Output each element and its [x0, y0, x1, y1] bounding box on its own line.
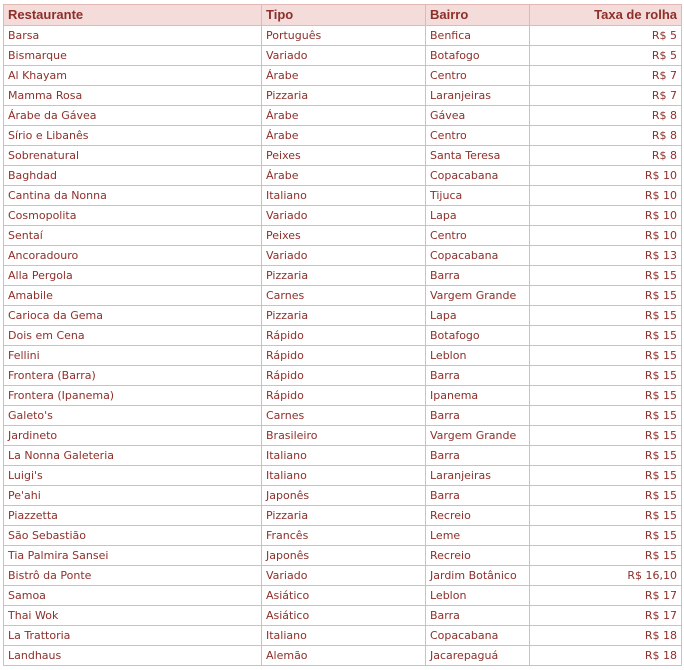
- table-row: [4, 526, 682, 546]
- cell-bairro[interactable]: Centro: [426, 66, 530, 86]
- cell-restaurante[interactable]: Piazzetta: [4, 506, 262, 526]
- cell-taxa-de-rolha[interactable]: R$ 15: [530, 486, 682, 506]
- table-row: [4, 286, 682, 306]
- cell-taxa-de-rolha[interactable]: R$ 8: [530, 126, 682, 146]
- cell-restaurante[interactable]: Sentaí: [4, 226, 262, 246]
- table-row: [4, 166, 682, 186]
- cell-restaurante[interactable]: Ancoradouro: [4, 246, 262, 266]
- cell-bairro[interactable]: Benfica: [426, 26, 530, 46]
- restaurant-table-container: [3, 4, 681, 666]
- cell-bairro[interactable]: Leblon: [426, 346, 530, 366]
- table-row: [4, 486, 682, 506]
- cell-taxa-de-rolha[interactable]: R$ 8: [530, 146, 682, 166]
- table-row: [4, 266, 682, 286]
- cell-restaurante[interactable]: Cosmopolita: [4, 206, 262, 226]
- cell-restaurante[interactable]: Thai Wok: [4, 606, 262, 626]
- cell-taxa-de-rolha[interactable]: R$ 7: [530, 86, 682, 106]
- cell-taxa-de-rolha[interactable]: R$ 18: [530, 626, 682, 646]
- table-row: [4, 386, 682, 406]
- cell-tipo[interactable]: Árabe: [262, 126, 426, 146]
- cell-taxa-de-rolha[interactable]: R$ 10: [530, 206, 682, 226]
- cell-bairro[interactable]: Barra: [426, 606, 530, 626]
- table-row: [4, 326, 682, 346]
- table-row: [4, 626, 682, 646]
- cell-tipo[interactable]: Asiático: [262, 606, 426, 626]
- header-bairro[interactable]: Bairro: [426, 5, 530, 26]
- cell-bairro[interactable]: Barra: [426, 366, 530, 386]
- cell-tipo[interactable]: Peixes: [262, 226, 426, 246]
- cell-bairro[interactable]: Lapa: [426, 306, 530, 326]
- table-row: [4, 86, 682, 106]
- cell-bairro[interactable]: Vargem Grande: [426, 426, 530, 446]
- cell-restaurante[interactable]: Frontera (Ipanema): [4, 386, 262, 406]
- table-row: [4, 186, 682, 206]
- header-row: [4, 5, 682, 26]
- cell-bairro[interactable]: Centro: [426, 226, 530, 246]
- cell-tipo[interactable]: Variado: [262, 206, 426, 226]
- cell-restaurante[interactable]: Bistrô da Ponte: [4, 566, 262, 586]
- cell-tipo[interactable]: Árabe: [262, 106, 426, 126]
- cell-taxa-de-rolha[interactable]: R$ 10: [530, 226, 682, 246]
- cell-tipo[interactable]: Rápido: [262, 366, 426, 386]
- cell-restaurante[interactable]: Landhaus: [4, 646, 262, 666]
- cell-taxa-de-rolha[interactable]: R$ 15: [530, 526, 682, 546]
- cell-taxa-de-rolha[interactable]: R$ 15: [530, 426, 682, 446]
- cell-tipo[interactable]: Pizzaria: [262, 86, 426, 106]
- cell-taxa-de-rolha[interactable]: R$ 18: [530, 646, 682, 666]
- cell-tipo[interactable]: Alemão: [262, 646, 426, 666]
- cell-tipo[interactable]: Variado: [262, 46, 426, 66]
- cell-bairro[interactable]: Botafogo: [426, 46, 530, 66]
- cell-bairro[interactable]: Recreio: [426, 506, 530, 526]
- cell-bairro[interactable]: Ipanema: [426, 386, 530, 406]
- table-row: [4, 226, 682, 246]
- table-row: [4, 646, 682, 666]
- cell-taxa-de-rolha[interactable]: R$ 15: [530, 306, 682, 326]
- cell-restaurante[interactable]: Luigi's: [4, 466, 262, 486]
- table-row: [4, 346, 682, 366]
- table-row: [4, 366, 682, 386]
- table-header: [4, 5, 682, 26]
- restaurant-table: [3, 4, 682, 666]
- table-row: [4, 146, 682, 166]
- cell-restaurante[interactable]: Bismarque: [4, 46, 262, 66]
- cell-tipo[interactable]: Rápido: [262, 386, 426, 406]
- cell-taxa-de-rolha[interactable]: R$ 15: [530, 366, 682, 386]
- cell-bairro[interactable]: Leme: [426, 526, 530, 546]
- cell-taxa-de-rolha[interactable]: R$ 10: [530, 186, 682, 206]
- cell-taxa-de-rolha[interactable]: R$ 15: [530, 466, 682, 486]
- cell-tipo[interactable]: Italiano: [262, 466, 426, 486]
- cell-bairro[interactable]: Vargem Grande: [426, 286, 530, 306]
- cell-taxa-de-rolha[interactable]: R$ 15: [530, 406, 682, 426]
- cell-tipo[interactable]: Peixes: [262, 146, 426, 166]
- cell-bairro[interactable]: Barra: [426, 446, 530, 466]
- cell-bairro[interactable]: Leblon: [426, 586, 530, 606]
- cell-taxa-de-rolha[interactable]: R$ 15: [530, 446, 682, 466]
- cell-restaurante[interactable]: Alla Pergola: [4, 266, 262, 286]
- table-row: [4, 446, 682, 466]
- cell-bairro[interactable]: Jacarepaguá: [426, 646, 530, 666]
- cell-taxa-de-rolha[interactable]: R$ 15: [530, 506, 682, 526]
- cell-bairro[interactable]: Recreio: [426, 546, 530, 566]
- cell-tipo[interactable]: Árabe: [262, 66, 426, 86]
- cell-restaurante[interactable]: Al Khayam: [4, 66, 262, 86]
- table-row: [4, 566, 682, 586]
- cell-restaurante[interactable]: Sírio e Libanês: [4, 126, 262, 146]
- cell-bairro[interactable]: Centro: [426, 126, 530, 146]
- cell-tipo[interactable]: Árabe: [262, 166, 426, 186]
- table-row: [4, 426, 682, 446]
- cell-bairro[interactable]: Barra: [426, 266, 530, 286]
- table-row: [4, 26, 682, 46]
- cell-taxa-de-rolha[interactable]: R$ 15: [530, 386, 682, 406]
- cell-restaurante[interactable]: Carioca da Gema: [4, 306, 262, 326]
- cell-tipo[interactable]: Japonês: [262, 486, 426, 506]
- cell-bairro[interactable]: Copacabana: [426, 626, 530, 646]
- cell-restaurante[interactable]: Mamma Rosa: [4, 86, 262, 106]
- cell-taxa-de-rolha[interactable]: R$ 17: [530, 586, 682, 606]
- cell-restaurante[interactable]: Baghdad: [4, 166, 262, 186]
- cell-taxa-de-rolha[interactable]: R$ 5: [530, 26, 682, 46]
- cell-tipo[interactable]: Italiano: [262, 626, 426, 646]
- cell-restaurante[interactable]: Amabile: [4, 286, 262, 306]
- cell-restaurante[interactable]: Pe'ahi: [4, 486, 262, 506]
- cell-taxa-de-rolha[interactable]: R$ 15: [530, 546, 682, 566]
- cell-taxa-de-rolha[interactable]: R$ 15: [530, 266, 682, 286]
- cell-tipo[interactable]: Carnes: [262, 286, 426, 306]
- cell-bairro[interactable]: Laranjeiras: [426, 466, 530, 486]
- table-row: [4, 466, 682, 486]
- cell-bairro[interactable]: Tijuca: [426, 186, 530, 206]
- cell-bairro[interactable]: Barra: [426, 486, 530, 506]
- cell-tipo[interactable]: Asiático: [262, 586, 426, 606]
- cell-restaurante[interactable]: Cantina da Nonna: [4, 186, 262, 206]
- cell-bairro[interactable]: Botafogo: [426, 326, 530, 346]
- cell-restaurante[interactable]: Tia Palmira Sansei: [4, 546, 262, 566]
- cell-taxa-de-rolha[interactable]: R$ 7: [530, 66, 682, 86]
- cell-restaurante[interactable]: Frontera (Barra): [4, 366, 262, 386]
- table-row: [4, 46, 682, 66]
- cell-taxa-de-rolha[interactable]: R$ 13: [530, 246, 682, 266]
- cell-taxa-de-rolha[interactable]: R$ 16,10: [530, 566, 682, 586]
- cell-tipo[interactable]: Rápido: [262, 326, 426, 346]
- cell-bairro[interactable]: Copacabana: [426, 246, 530, 266]
- cell-bairro[interactable]: Barra: [426, 406, 530, 426]
- cell-restaurante[interactable]: Árabe da Gávea: [4, 106, 262, 126]
- cell-taxa-de-rolha[interactable]: R$ 8: [530, 106, 682, 126]
- cell-taxa-de-rolha[interactable]: R$ 10: [530, 166, 682, 186]
- table-row: [4, 206, 682, 226]
- table-row: [4, 306, 682, 326]
- table-row: [4, 586, 682, 606]
- cell-bairro[interactable]: Jardim Botânico: [426, 566, 530, 586]
- cell-taxa-de-rolha[interactable]: R$ 15: [530, 326, 682, 346]
- cell-restaurante[interactable]: La Nonna Galeteria: [4, 446, 262, 466]
- cell-restaurante[interactable]: São Sebastião: [4, 526, 262, 546]
- cell-taxa-de-rolha[interactable]: R$ 15: [530, 346, 682, 366]
- cell-restaurante[interactable]: Barsa: [4, 26, 262, 46]
- cell-restaurante[interactable]: Samoa: [4, 586, 262, 606]
- cell-restaurante[interactable]: Galeto's: [4, 406, 262, 426]
- cell-taxa-de-rolha[interactable]: R$ 17: [530, 606, 682, 626]
- table-row: [4, 606, 682, 626]
- cell-restaurante[interactable]: Dois em Cena: [4, 326, 262, 346]
- table-row: [4, 126, 682, 146]
- table-body: [4, 26, 682, 666]
- cell-tipo[interactable]: Carnes: [262, 406, 426, 426]
- cell-taxa-de-rolha[interactable]: R$ 15: [530, 286, 682, 306]
- cell-tipo[interactable]: Japonês: [262, 546, 426, 566]
- cell-tipo[interactable]: Pizzaria: [262, 506, 426, 526]
- header-taxa-de-rolha[interactable]: Taxa de rolha: [530, 5, 682, 26]
- cell-bairro[interactable]: Copacabana: [426, 166, 530, 186]
- table-row: [4, 546, 682, 566]
- cell-taxa-de-rolha[interactable]: R$ 5: [530, 46, 682, 66]
- table-row: [4, 246, 682, 266]
- cell-tipo[interactable]: Brasileiro: [262, 426, 426, 446]
- cell-restaurante[interactable]: Jardineto: [4, 426, 262, 446]
- cell-restaurante[interactable]: Sobrenatural: [4, 146, 262, 166]
- cell-tipo[interactable]: Italiano: [262, 186, 426, 206]
- cell-restaurante[interactable]: Fellini: [4, 346, 262, 366]
- table-row: [4, 106, 682, 126]
- cell-bairro[interactable]: Lapa: [426, 206, 530, 226]
- cell-tipo[interactable]: Variado: [262, 246, 426, 266]
- cell-bairro[interactable]: Santa Teresa: [426, 146, 530, 166]
- cell-restaurante[interactable]: La Trattoria: [4, 626, 262, 646]
- cell-bairro[interactable]: Laranjeiras: [426, 86, 530, 106]
- cell-tipo[interactable]: Variado: [262, 566, 426, 586]
- cell-tipo[interactable]: Português: [262, 26, 426, 46]
- table-row: [4, 66, 682, 86]
- cell-tipo[interactable]: Francês: [262, 526, 426, 546]
- cell-tipo[interactable]: Italiano: [262, 446, 426, 466]
- cell-bairro[interactable]: Gávea: [426, 106, 530, 126]
- header-tipo[interactable]: Tipo: [262, 5, 426, 26]
- table-row: [4, 406, 682, 426]
- cell-tipo[interactable]: Pizzaria: [262, 306, 426, 326]
- cell-tipo[interactable]: Pizzaria: [262, 266, 426, 286]
- header-restaurante[interactable]: Restaurante: [4, 5, 262, 26]
- table-row: [4, 506, 682, 526]
- cell-tipo[interactable]: Rápido: [262, 346, 426, 366]
